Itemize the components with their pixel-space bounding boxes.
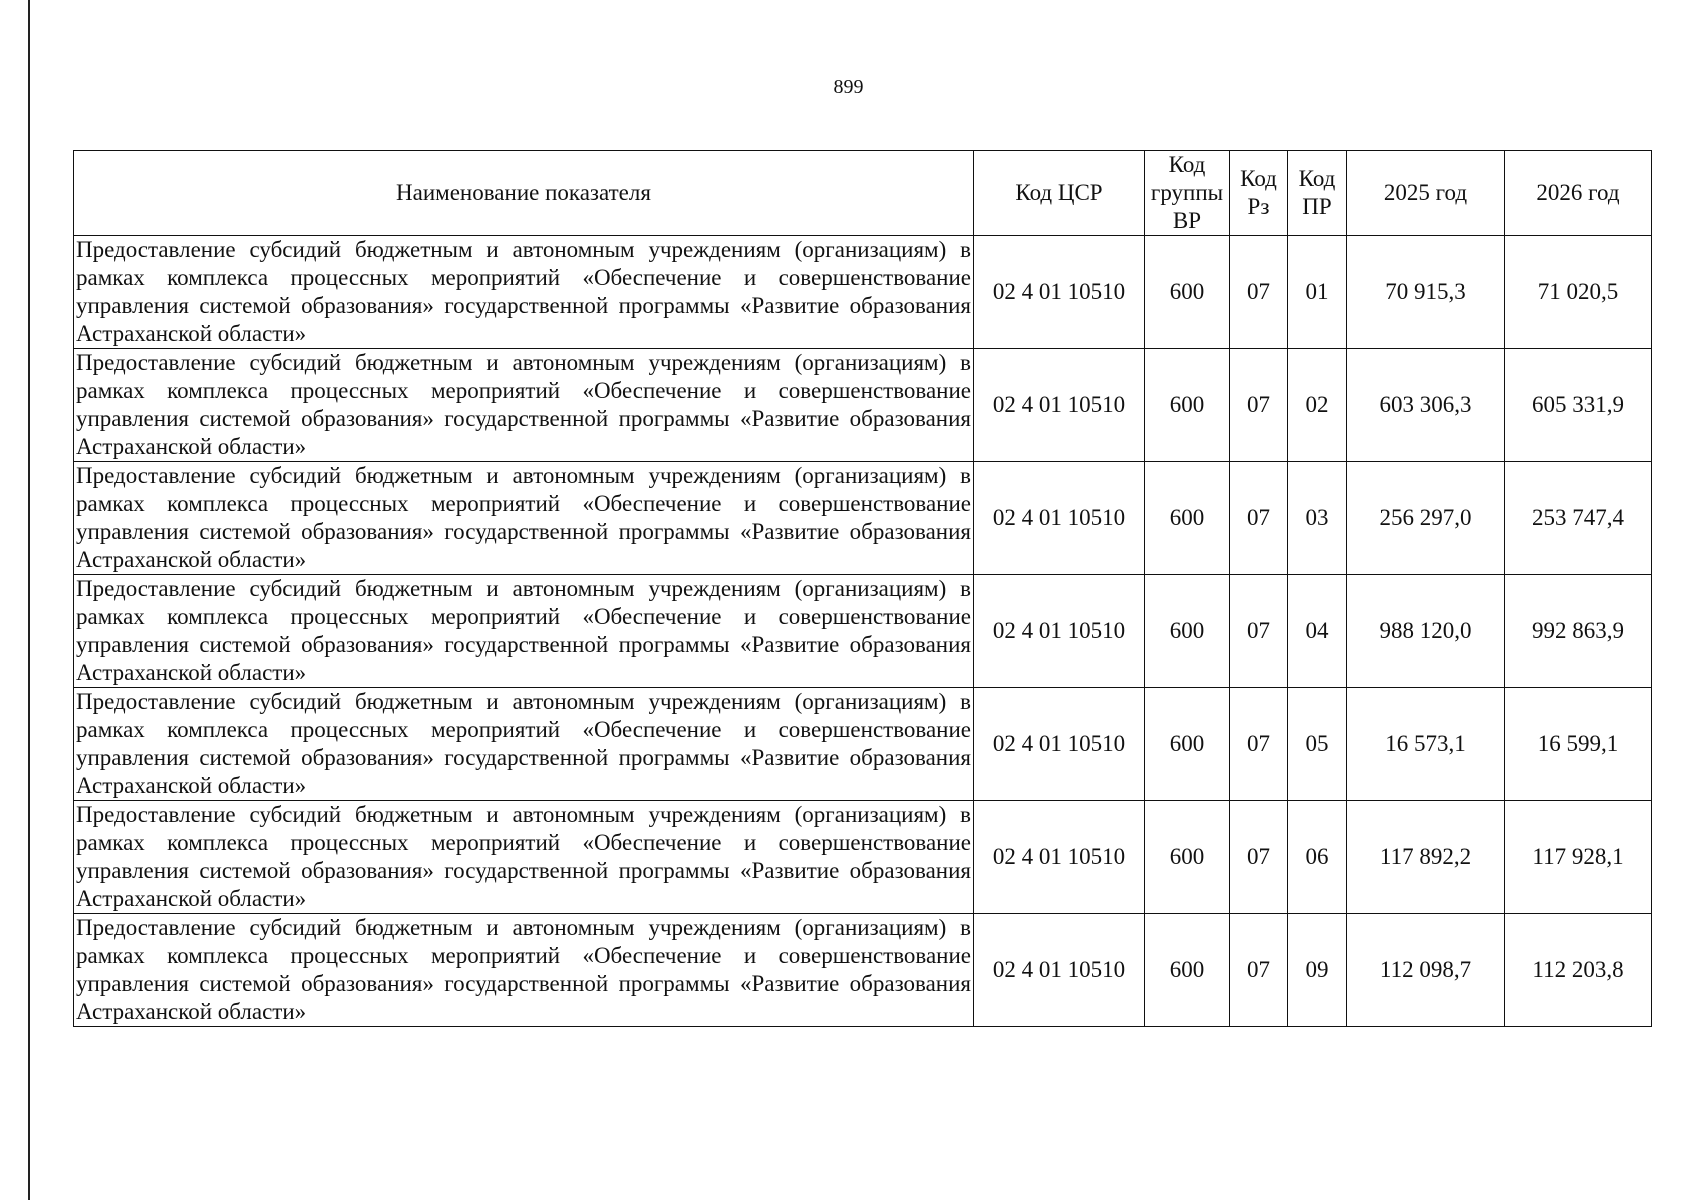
cell-pr: 05 — [1288, 688, 1347, 801]
page-margin-line — [28, 0, 30, 1200]
header-csr: Код ЦСР — [974, 151, 1145, 236]
table-row — [74, 914, 1652, 1027]
header-rz: Код Рз — [1230, 151, 1288, 236]
table-row — [74, 349, 1652, 462]
cell-vr: 600 — [1145, 575, 1230, 688]
cell-rz: 07 — [1230, 801, 1288, 914]
cell-2025: 988 120,0 — [1347, 575, 1505, 688]
cell-name: Предоставление субсидий бюджетным и автономным учреждениям (организациям) в рамках комплекса процессных мероприятий «Обеспечение и совершенствование управления системой образования» государственной программы «Развитие образования Астраханской области» — [74, 349, 974, 462]
cell-name: Предоставление субсидий бюджетным и автономным учреждениям (организациям) в рамках комплекса процессных мероприятий «Обеспечение и совершенствование управления системой образования» государственной программы «Развитие образования Астраханской области» — [74, 688, 974, 801]
cell-csr: 02 4 01 10510 — [974, 688, 1145, 801]
header-pr: Код ПР — [1288, 151, 1347, 236]
table-header-row — [74, 151, 1652, 236]
cell-2026: 253 747,4 — [1505, 462, 1652, 575]
cell-csr: 02 4 01 10510 — [974, 801, 1145, 914]
header-2026: 2026 год — [1505, 151, 1652, 236]
cell-2026: 117 928,1 — [1505, 801, 1652, 914]
cell-2025: 16 573,1 — [1347, 688, 1505, 801]
cell-rz: 07 — [1230, 575, 1288, 688]
cell-rz: 07 — [1230, 914, 1288, 1027]
cell-csr: 02 4 01 10510 — [974, 575, 1145, 688]
cell-name: Предоставление субсидий бюджетным и автономным учреждениям (организациям) в рамках комплекса процессных мероприятий «Обеспечение и совершенствование управления системой образования» государственной программы «Развитие образования Астраханской области» — [74, 462, 974, 575]
cell-name: Предоставление субсидий бюджетным и автономным учреждениям (организациям) в рамках комплекса процессных мероприятий «Обеспечение и совершенствование управления системой образования» государственной программы «Развитие образования Астраханской области» — [74, 575, 974, 688]
cell-2025: 117 892,2 — [1347, 801, 1505, 914]
cell-csr: 02 4 01 10510 — [974, 914, 1145, 1027]
cell-pr: 06 — [1288, 801, 1347, 914]
cell-pr: 01 — [1288, 236, 1347, 349]
cell-pr: 03 — [1288, 462, 1347, 575]
table-row — [74, 462, 1652, 575]
cell-2026: 605 331,9 — [1505, 349, 1652, 462]
cell-2025: 112 098,7 — [1347, 914, 1505, 1027]
cell-vr: 600 — [1145, 914, 1230, 1027]
cell-vr: 600 — [1145, 801, 1230, 914]
cell-2026: 112 203,8 — [1505, 914, 1652, 1027]
table-row — [74, 236, 1652, 349]
cell-csr: 02 4 01 10510 — [974, 236, 1145, 349]
cell-vr: 600 — [1145, 462, 1230, 575]
cell-pr: 02 — [1288, 349, 1347, 462]
cell-pr: 04 — [1288, 575, 1347, 688]
cell-2025: 603 306,3 — [1347, 349, 1505, 462]
table-row — [74, 688, 1652, 801]
header-vr: Код группы ВР — [1145, 151, 1230, 236]
cell-vr: 600 — [1145, 349, 1230, 462]
cell-name: Предоставление субсидий бюджетным и автономным учреждениям (организациям) в рамках комплекса процессных мероприятий «Обеспечение и совершенствование управления системой образования» государственной программы «Развитие образования Астраханской области» — [74, 236, 974, 349]
cell-csr: 02 4 01 10510 — [974, 349, 1145, 462]
cell-rz: 07 — [1230, 462, 1288, 575]
header-name: Наименование показателя — [74, 151, 974, 236]
cell-2026: 992 863,9 — [1505, 575, 1652, 688]
budget-table — [73, 150, 1652, 1027]
cell-rz: 07 — [1230, 688, 1288, 801]
table-row — [74, 801, 1652, 914]
cell-name: Предоставление субсидий бюджетным и автономным учреждениям (организациям) в рамках комплекса процессных мероприятий «Обеспечение и совершенствование управления системой образования» государственной программы «Развитие образования Астраханской области» — [74, 914, 974, 1027]
cell-vr: 600 — [1145, 688, 1230, 801]
cell-vr: 600 — [1145, 236, 1230, 349]
cell-2025: 256 297,0 — [1347, 462, 1505, 575]
cell-csr: 02 4 01 10510 — [974, 462, 1145, 575]
page-number: 899 — [833, 76, 864, 98]
cell-2025: 70 915,3 — [1347, 236, 1505, 349]
cell-rz: 07 — [1230, 236, 1288, 349]
cell-name: Предоставление субсидий бюджетным и автономным учреждениям (организациям) в рамках комплекса процессных мероприятий «Обеспечение и совершенствование управления системой образования» государственной программы «Развитие образования Астраханской области» — [74, 801, 974, 914]
cell-2026: 71 020,5 — [1505, 236, 1652, 349]
cell-rz: 07 — [1230, 349, 1288, 462]
header-2025: 2025 год — [1347, 151, 1505, 236]
table-row — [74, 575, 1652, 688]
cell-2026: 16 599,1 — [1505, 688, 1652, 801]
cell-pr: 09 — [1288, 914, 1347, 1027]
